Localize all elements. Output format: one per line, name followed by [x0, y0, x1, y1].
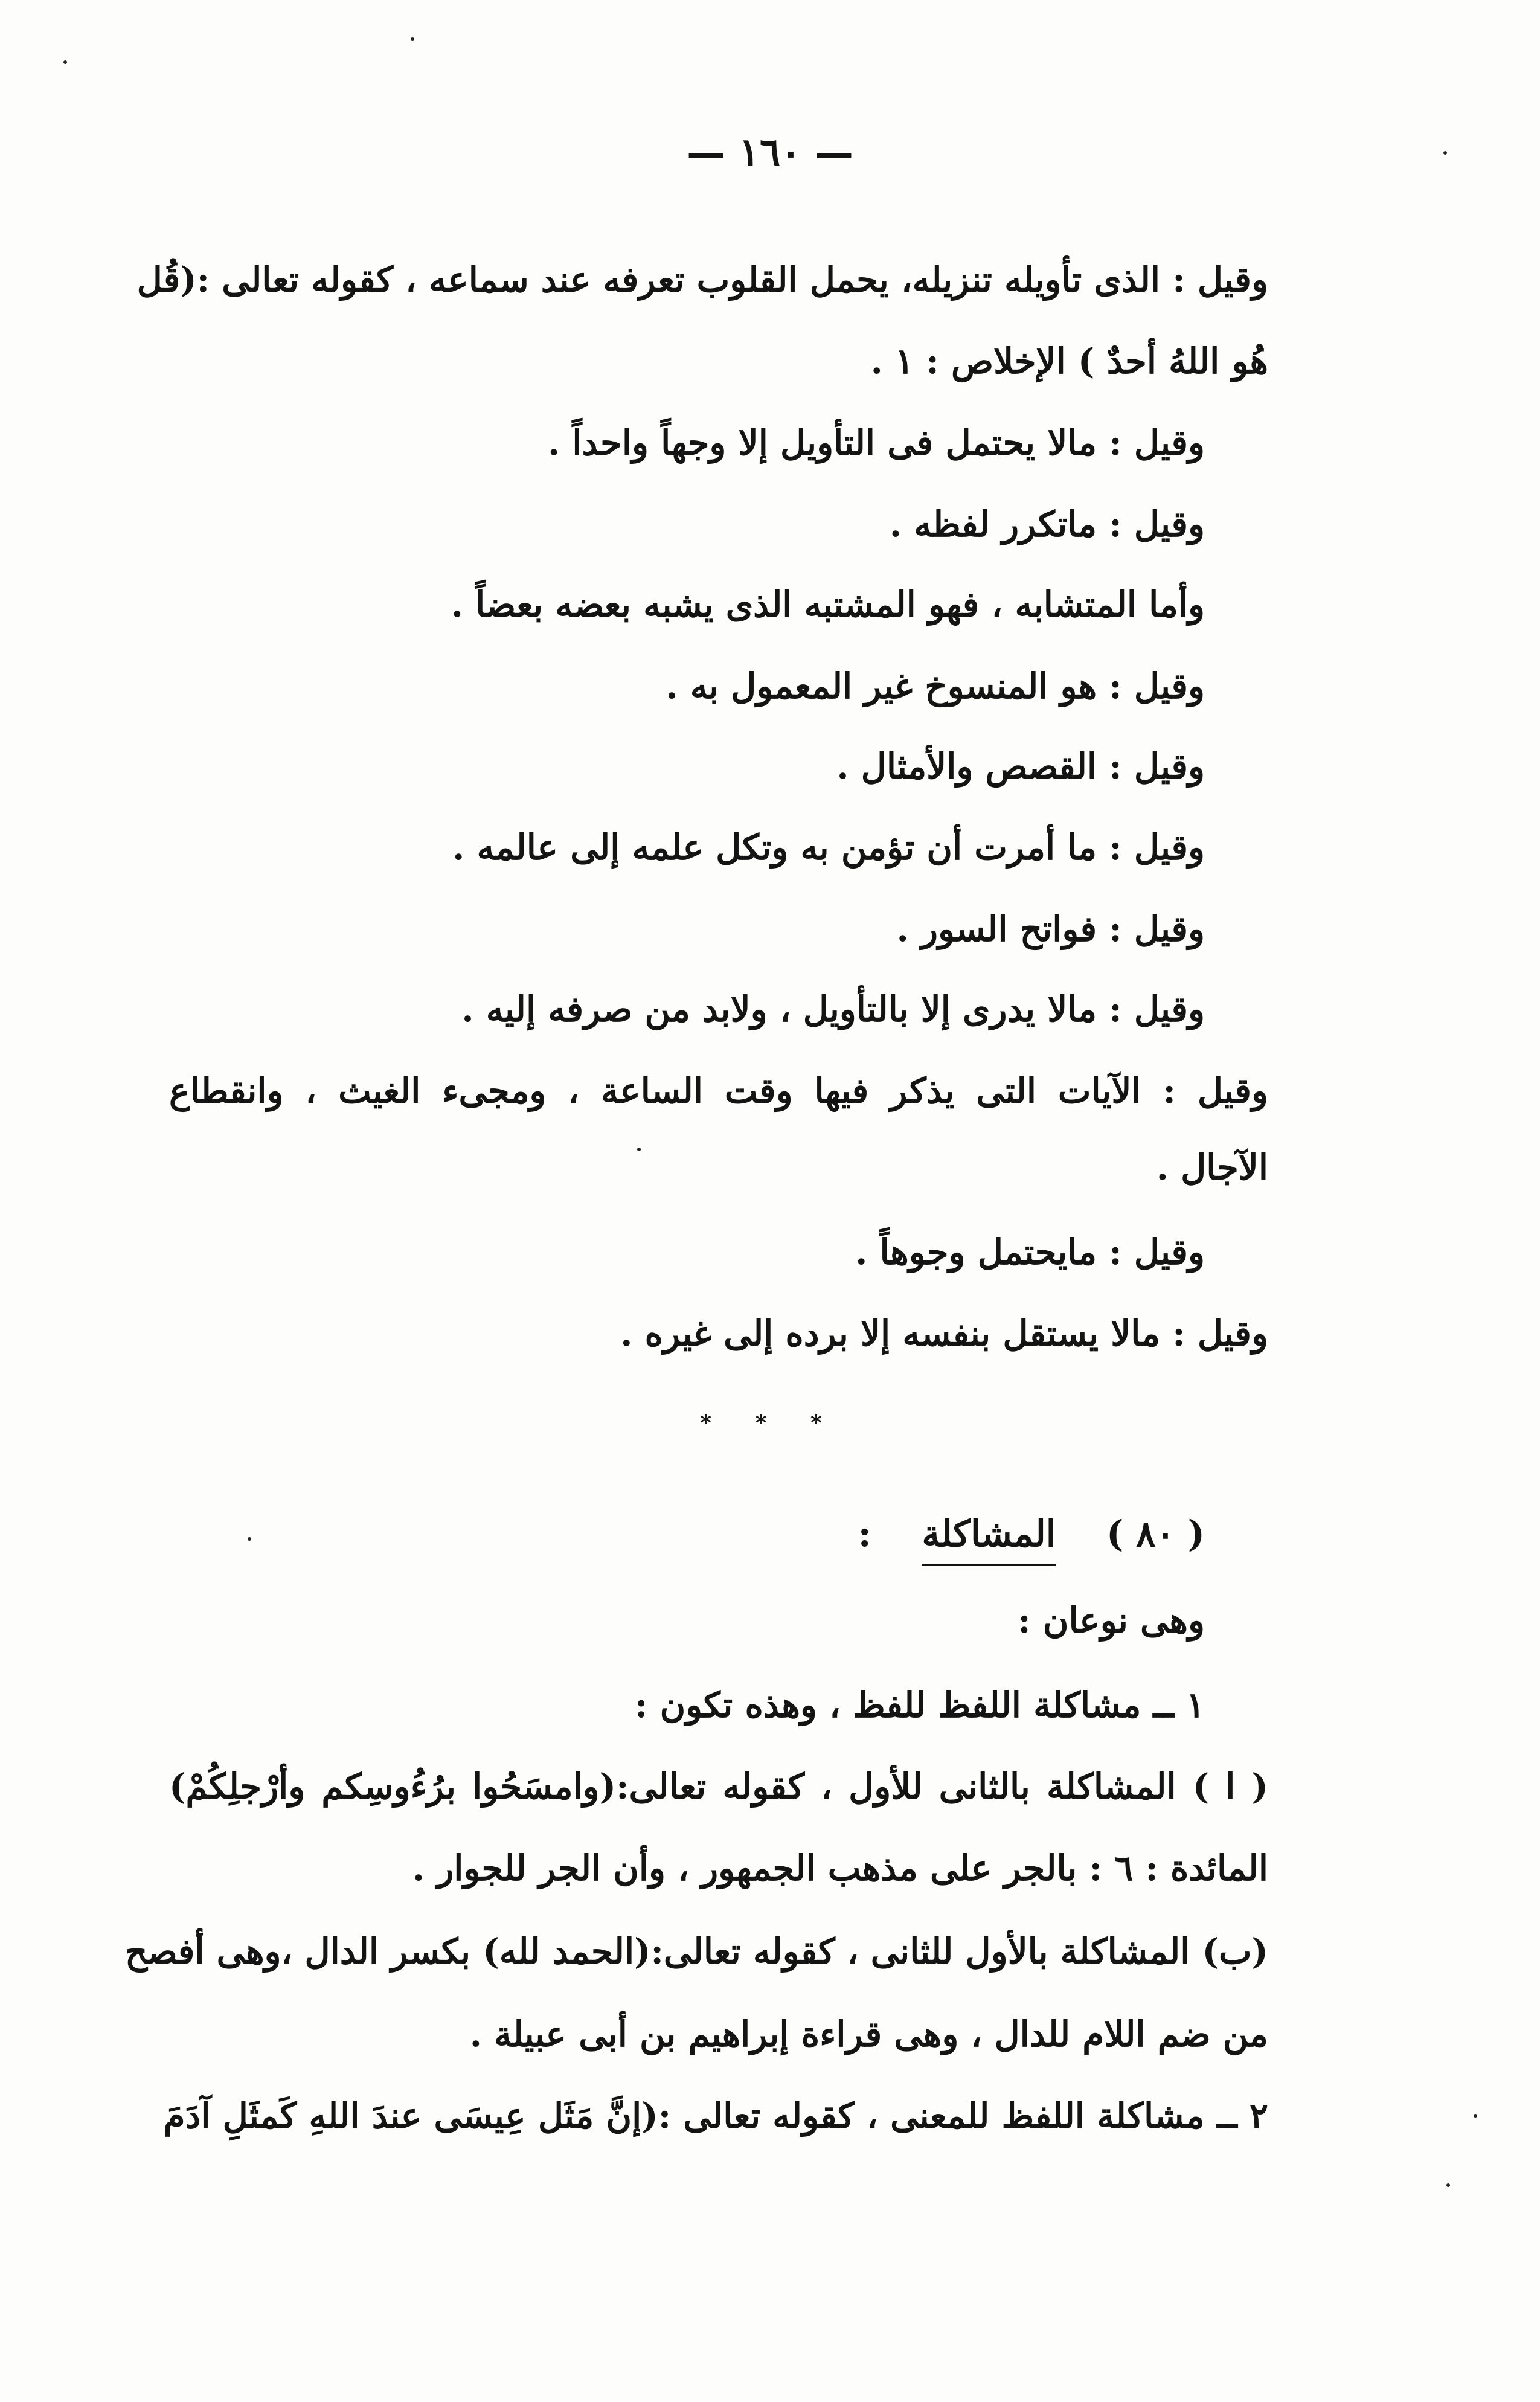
text-line: وهى نوعان :: [1018, 1600, 1205, 1641]
text-line: من ضم اللام للدال ، وهى قراءة إبراهيم بن أبى عبيلة .: [469, 2014, 1268, 2055]
scan-speck: [411, 37, 414, 41]
scan-speck: [248, 1537, 251, 1541]
text-line: وقيل : مالا يحتمل فى التأويل إلا وجهاً واحداً .: [548, 422, 1205, 463]
text-line: ٢ ــ مشاكلة اللفظ للمعنى ، كقوله تعالى :(إنَّ مَثَل عِيسَى عندَ اللهِ كَمثَلِ آدَمَ: [163, 2095, 1268, 2136]
page-number: — ١٦٠ —: [687, 130, 853, 175]
text-line: وقيل : مايحتمل وجوهاً .: [855, 1232, 1205, 1273]
section-separator: * * *: [700, 1410, 840, 1436]
section-heading: [858, 1513, 1205, 1566]
text-line: وقيل : الآيات التى يذكر فيها وقت الساعة ، ومجىء الغيث ، وانقطاع: [169, 1070, 1269, 1111]
scan-speck: [1474, 2114, 1477, 2118]
text-line: ( ا ) المشاكلة بالثانى للأول ، كقوله تعالى:(وامسَحُوا برُءُوسِكم وأرْجلِكُمْ): [169, 1766, 1268, 1807]
text-line: المائدة : ٦ : بالجر على مذهب الجمهور ، وأن الجر للجوار .: [412, 1848, 1268, 1889]
text-line: (ب) المشاكلة بالأول للثانى ، كقوله تعالى:(الحمد لله) بكسر الدال ،وهى أفصح: [124, 1931, 1268, 1972]
section-title: المشاكلة: [922, 1513, 1056, 1566]
text-line: الآجال .: [1156, 1147, 1268, 1188]
text-line: وقيل : هو المنسوخ غير المعمول به .: [666, 666, 1205, 707]
scan-speck: [1446, 2183, 1450, 2187]
scan-speck: [1443, 151, 1447, 155]
scan-speck: [63, 60, 67, 64]
scan-speck: [637, 1148, 641, 1151]
text-line: هُو اللهُ أحدٌ ) الإخلاص : ١ .: [870, 341, 1268, 382]
text-line: وقيل : ما أمرت أن تؤمن به وتكل علمه إلى عالمه .: [452, 827, 1205, 868]
section-colon: :: [858, 1513, 871, 1555]
text-line: وقيل : ماتكرر لفظه .: [889, 504, 1205, 545]
text-line: وأما المتشابه ، فهو المشتبه الذى يشبه بعضه بعضاً .: [451, 584, 1205, 625]
section-number: ( ٨٠ ): [1106, 1513, 1205, 1555]
text-line: وقيل : مالا يستقل بنفسه إلا برده إلى غيره .: [620, 1313, 1268, 1354]
text-line: وقيل : مالا يدرى إلا بالتأويل ، ولابد من صرفه إليه .: [461, 989, 1205, 1030]
text-line: ١ ــ مشاكلة اللفظ للفظ ، وهذه تكون :: [634, 1684, 1205, 1726]
text-line: وقيل : الذى تأويله تنزيله، يحمل القلوب تعرفه عند سماعه ، كقوله تعالى :(قُل: [136, 259, 1268, 300]
text-line: وقيل : القصص والأمثال .: [836, 746, 1205, 787]
text-line: وقيل : فواتح السور .: [896, 908, 1205, 949]
